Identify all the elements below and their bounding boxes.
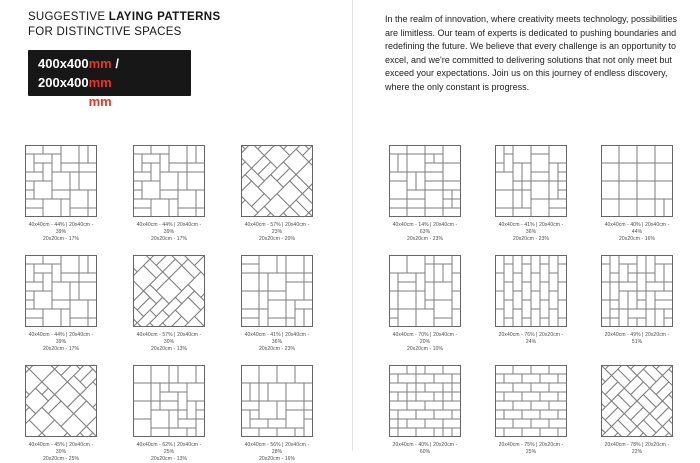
pattern-thumbnail <box>495 255 567 327</box>
pattern-thumbnail <box>389 365 461 437</box>
left-pattern-grid <box>25 145 313 463</box>
pattern-caption <box>241 442 313 463</box>
caption-line-1: 20x40cm - 75% | 20x20cm - 25% <box>498 442 564 455</box>
right-pattern-grid <box>389 145 673 456</box>
pattern-caption <box>241 332 313 353</box>
caption-line-2: 20x20cm - 16% <box>258 456 296 462</box>
caption-line-1: 40x40cm - 45% | 20x40cm - 30% <box>28 442 94 455</box>
pattern-cell-R4 <box>389 255 461 353</box>
page-subtitle: FOR DISTINCTIVE SPACES <box>28 26 182 38</box>
pattern-thumbnail <box>495 145 567 217</box>
pattern-caption <box>389 442 461 456</box>
pattern-caption <box>133 332 205 353</box>
pattern-cell-L2 <box>133 145 205 243</box>
pattern-cell-L8 <box>133 365 205 463</box>
pattern-svg <box>241 145 313 217</box>
pattern-thumbnail <box>241 145 313 217</box>
caption-line-1: 20x40cm - 76% | 20x20cm - 24% <box>498 332 564 345</box>
pattern-cell-L6 <box>241 255 313 353</box>
pattern-caption <box>389 222 461 243</box>
pattern-cell-R7 <box>389 365 461 456</box>
pattern-svg <box>25 365 97 437</box>
pattern-svg <box>25 255 97 327</box>
title-regular: SUGGESTIVE <box>28 11 109 23</box>
caption-line-1: 40x40cm - 44% | 20x40cm - 39% <box>136 222 202 235</box>
pattern-thumbnail <box>241 255 313 327</box>
pattern-thumbnail <box>133 145 205 217</box>
pattern-caption <box>241 222 313 243</box>
pattern-caption <box>25 442 97 463</box>
pattern-thumbnail <box>601 365 673 437</box>
page-title <box>28 10 221 40</box>
caption-line-1: 40x40cm - 40% | 20x40cm - 44% <box>604 222 670 235</box>
pattern-thumbnail <box>601 255 673 327</box>
pattern-caption <box>25 332 97 353</box>
title-line <box>28 10 221 25</box>
pattern-caption <box>601 332 673 346</box>
pattern-thumbnail <box>25 255 97 327</box>
page-divider <box>352 0 353 451</box>
pattern-thumbnail <box>133 365 205 437</box>
pattern-svg <box>495 255 567 327</box>
pattern-svg <box>495 365 567 437</box>
pattern-svg <box>133 365 205 437</box>
pattern-caption <box>133 442 205 463</box>
pattern-thumbnail <box>25 145 97 217</box>
pattern-caption <box>495 332 567 346</box>
intro-paragraph: In the realm of innovation, where creativity meets technology, possibilities are limitless. Our team of experts is dedicated to pushing boundaries and redefining the future. We believe that every challenge is an opportunity to excel, and we're committed to delivering solutions that not only meet but exceed your expectations. Join us on this journey of endless discovery, where the only constant is progress. <box>385 14 677 92</box>
caption-line-2: 20x20cm - 23% <box>258 346 296 352</box>
pattern-cell-R3 <box>601 145 673 243</box>
pattern-cell-L4 <box>25 255 97 353</box>
pattern-caption <box>601 442 673 456</box>
pattern-thumbnail <box>241 365 313 437</box>
pattern-caption <box>25 222 97 243</box>
caption-line-2: 20x20cm - 25% <box>42 456 80 462</box>
pattern-thumbnail <box>495 365 567 437</box>
caption-line-1: 40x40cm - 57% | 20x40cm - 23% <box>244 222 310 235</box>
caption-line-1: 40x40cm - 56% | 20x40cm - 28% <box>244 442 310 455</box>
pattern-svg <box>601 365 673 437</box>
size-line <box>38 54 191 92</box>
title-bold: LAYING PATTERNS <box>108 11 221 23</box>
pattern-cell-R8 <box>495 365 567 456</box>
pattern-cell-R6 <box>601 255 673 353</box>
pattern-thumbnail <box>133 255 205 327</box>
caption-line-1: 40x40cm - 62% | 20x40cm - 25% <box>136 442 202 455</box>
pattern-cell-L1 <box>25 145 97 243</box>
pattern-svg <box>495 145 567 217</box>
size-value: / 200x400 <box>38 56 119 90</box>
size-value: 200x200 <box>38 94 89 109</box>
pattern-svg <box>133 255 205 327</box>
pattern-cell-L9 <box>241 365 313 463</box>
caption-line-2: 20x20cm - 23% <box>406 236 444 242</box>
pattern-svg <box>389 145 461 217</box>
caption-line-2: 20x20cm - 17% <box>42 346 80 352</box>
caption-line-1: 40x40cm - 14% | 20x40cm - 63% <box>392 222 458 235</box>
caption-line-2: 20x20cm - 17% <box>42 236 80 242</box>
caption-line-1: 40x40cm - 41% | 20x40cm - 36% <box>498 222 564 235</box>
caption-line-2: 20x20cm - 16% <box>618 236 656 242</box>
pattern-caption <box>495 442 567 456</box>
pattern-cell-R9 <box>601 365 673 456</box>
pattern-svg <box>601 255 673 327</box>
caption-line-1: 20x40cm - 49% | 20x20cm - 51% <box>604 332 670 345</box>
pattern-thumbnail <box>25 365 97 437</box>
pattern-cell-R1 <box>389 145 461 243</box>
caption-line-2: 20x20cm - 20% <box>258 236 296 242</box>
pattern-caption <box>495 222 567 243</box>
pattern-svg <box>133 145 205 217</box>
size-value: 400x400 <box>38 56 89 71</box>
pattern-caption <box>601 222 673 243</box>
pattern-cell-L7 <box>25 365 97 463</box>
caption-line-2: 20x20cm - 13% <box>150 456 188 462</box>
pattern-thumbnail <box>601 145 673 217</box>
caption-line-1: 40x40cm - 44% | 20x40cm - 39% <box>28 222 94 235</box>
caption-line-2: 20x20cm - 23% <box>512 236 550 242</box>
caption-line-1: 20x40cm - 40% | 20x20cm - 60% <box>392 442 458 455</box>
size-line <box>38 92 191 111</box>
pattern-thumbnail <box>389 145 461 217</box>
tile-sizes-box <box>28 50 191 109</box>
caption-line-1: 40x40cm - 70% | 20x40cm - 20% <box>392 332 458 345</box>
pattern-svg <box>25 145 97 217</box>
size-unit: mm <box>88 94 112 109</box>
pattern-svg <box>389 255 461 327</box>
pattern-svg <box>601 145 673 217</box>
caption-line-2: 20x20cm - 17% <box>150 236 188 242</box>
pattern-svg <box>241 255 313 327</box>
caption-line-2: 20x20cm - 13% <box>150 346 188 352</box>
pattern-caption <box>389 332 461 353</box>
pattern-cell-R5 <box>495 255 567 353</box>
pattern-cell-L5 <box>133 255 205 353</box>
pattern-thumbnail <box>389 255 461 327</box>
caption-line-1: 40x40cm - 57% | 20x40cm - 30% <box>136 332 202 345</box>
caption-line-2: 20x20cm - 10% <box>406 346 444 352</box>
pattern-caption <box>133 222 205 243</box>
size-unit: mm <box>88 56 112 71</box>
size-unit: mm <box>88 75 112 90</box>
caption-line-1: 40x40cm - 41% | 20x40cm - 36% <box>244 332 310 345</box>
pattern-svg <box>389 365 461 437</box>
caption-line-1: 40x40cm - 44% | 20x40cm - 39% <box>28 332 94 345</box>
pattern-cell-R2 <box>495 145 567 243</box>
caption-line-1: 20x40cm - 78% | 20x20cm - 22% <box>604 442 670 455</box>
pattern-cell-L3 <box>241 145 313 243</box>
pattern-svg <box>241 365 313 437</box>
